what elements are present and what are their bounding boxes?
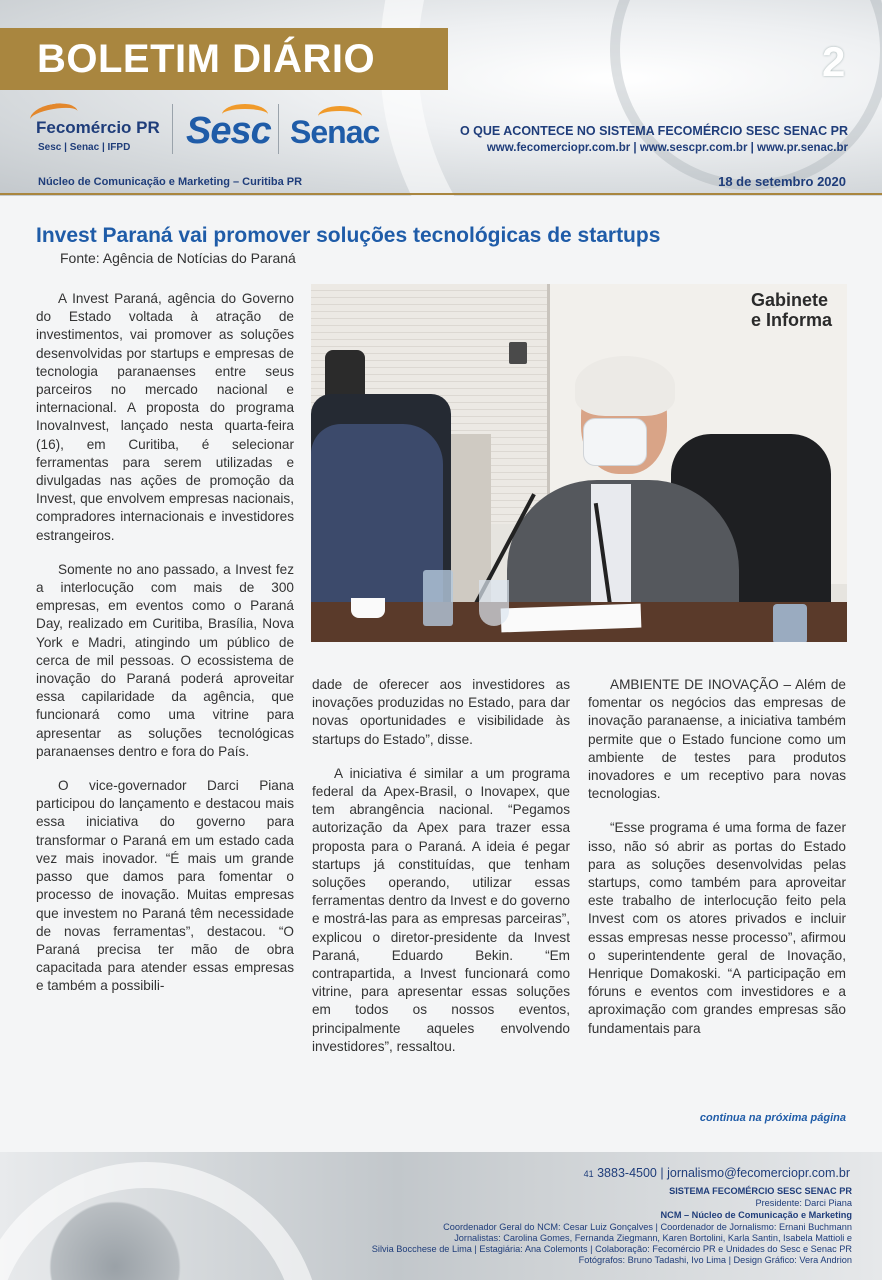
article-paragraph: O vice-governador Darci Piana participou do lançamento e destacou mais essa iniciativa do governo para transformar o Paraná em um estado cada vez mais inovador. “É mais um grande passo que damos para fomentar o processo de inovação. Muitas empresas que investem no Paraná têm necessidade de novas ferramentas”, destacou. “O Paraná precisa ter mão de obra capacitada para atender essas empresas e também a possibili- — [36, 778, 294, 994]
footer-photographers: Fotógrafos: Bruno Tadashi, Ivo Lima | Design Gráfico: Vera Andrion — [578, 1255, 852, 1265]
phone-area-code: 41 — [583, 1169, 594, 1179]
tagline: O QUE ACONTECE NO SISTEMA FECOMÉRCIO SESC SENAC PR — [459, 124, 848, 138]
article-paragraph: A Invest Paraná, agência do Governo do Estado voltada à atração de investimentos, vai promover as soluções desenvolvidas por startups e empresas de tecnologia paranaenses entre seus parceiros no mercado nacional e internacional. A proposta do programa InovaInvest, lançado nesta quarta-feira (16), em Curitiba, é selecionar ferramentas para serem utilizadas e divulgadas nas ações de promoção da Invest, que envolvem empresas nacionais, compradores internacionais e investidores estrangeiros. — [36, 291, 294, 543]
article-paragraph: Somente no ano passado, a Invest fez a interlocução com mais de 300 empresas, em eventos como o Paraná Day, realizado em Curitiba, Brasília, Nova York e Madri, atingindo um público de cerca de mil pessoas. O ecossistema de inovação do Paraná poderá aproveitar essa capilaridade da agência, que funcionará como uma vitrine para apresentar as soluções tecnológicas paranaenses dentro e fora do País. — [36, 561, 294, 759]
photo-watermark: Gabinete e Informa — [751, 290, 833, 330]
article-paragraph: AMBIENTE DE INOVAÇÃO – Além de fomentar os negócios das empresas de inovação paranaense, a iniciativa também permite que o Estado funcione como um ambiente de testes para produtos inovadores e um receptivo para novas tecnologias. — [588, 677, 846, 802]
footer-ncm: NCM – Núcleo de Comunicação e Marketing — [660, 1210, 852, 1220]
phone-number[interactable]: 3883-4500 — [597, 1166, 657, 1180]
issue-date: 18 de setembro 2020 — [718, 174, 846, 189]
fecomercio-logo-subtext: Sesc | Senac | IFPD — [38, 142, 131, 153]
article-paragraph: “Esse programa é uma forma de fazer isso, não só abrir as portas do Estado para as soluções desenvolvidas pelas startups, como também para aproveitar este trabalho de interlocução feito pela Invest com os atores privados e incluir essas empresas nesse processo”, afirmou o superintendente geral de Inovação, Henrique Domakoski. “A participação em fóruns e eventos com investidores e a aproximação com grandes empresas são fundamentais para — [588, 820, 846, 1036]
logo-divider — [172, 104, 173, 154]
senac-logo-text: Senac — [290, 114, 380, 150]
fecomercio-logo[interactable] — [28, 104, 168, 156]
email-link[interactable]: jornalismo@fecomerciopr.com.br — [667, 1166, 850, 1180]
footer-president: Presidente: Darci Piana — [755, 1198, 852, 1208]
department-label: Núcleo de Comunicação e Marketing – Curitiba PR — [38, 176, 303, 188]
article-column-2 — [312, 676, 570, 1072]
photo-glass — [479, 580, 509, 626]
footer-journalists-cont: Silvia Bocchese de Lima | Estagiária: Ana Colemonts | Colaboração: Fecomércio PR e Unidades do Sesc e Senac PR — [371, 1244, 852, 1254]
article-paragraph: A iniciativa é similar a um programa federal da Apex-Brasil, o Inovapex, que tem abrangência nacional. “Pegamos autorização da Apex para trazer essa proposta para o Paraná. A ideia é pegar startups já constituídas, que tenham soluções operando, utilizar essas ferramentas dentro da Invest e do governo e mostrá-las para as empresas parceiras”, explicou o diretor-presidente da Invest Paraná, Eduardo Bekin. “Em contrapartida, a Invest funcionará como vitrine, para apresentar essas soluções em todos os nossos eventos, principalmente aqueles envolvendo investidores”, ressaltou. — [312, 765, 570, 1054]
title-bar — [0, 28, 448, 90]
footer-journalists: Jornalistas: Carolina Gomes, Fernanda Ziegmann, Karen Bortolini, Karla Santin, Isabela Mattioli e — [454, 1233, 852, 1243]
page-number: 2 — [822, 38, 846, 85]
photo-paper — [501, 604, 642, 633]
logo-divider — [278, 104, 279, 154]
website-links[interactable]: www.fecomerciopr.com.br | www.sescpr.com.br | www.pr.senac.br — [486, 142, 848, 154]
fecomercio-logo-text: Fecomércio PR — [36, 118, 160, 137]
article-headline: Invest Paraná vai promover soluções tecnológicas de startups — [36, 224, 661, 247]
senac-swoosh-icon — [318, 106, 362, 127]
footer-coordinators: Coordenador Geral do NCM: Cesar Luiz Gonçalves | Coordenador de Jornalismo: Ernani Buchmann — [443, 1222, 852, 1232]
article-column-3 — [588, 676, 846, 1038]
photo-bottle — [773, 604, 807, 642]
newsletter-title: BOLETIM DIÁRIO — [37, 37, 376, 81]
senac-logo[interactable] — [290, 114, 379, 151]
photo-speaker-hair — [575, 356, 675, 416]
article-photo — [311, 284, 847, 642]
footer-org: SISTEMA FECOMÉRCIO SESC SENAC PR — [669, 1186, 852, 1196]
continued-next-page[interactable]: continua na próxima página — [699, 1112, 846, 1124]
photo-cup — [351, 598, 385, 618]
photo-switch — [509, 342, 527, 364]
article-paragraph: dade de oferecer aos investidores as inovações produzidas no Estado, para dar novas oportunidades e visibilidade às startups do Estado”, disse. — [312, 677, 570, 747]
header-divider — [0, 193, 882, 195]
photo-glass — [423, 570, 453, 626]
article-column-1 — [36, 290, 294, 1012]
contact-separator: | — [660, 1166, 668, 1180]
masthead — [0, 0, 882, 196]
footer — [0, 1152, 882, 1280]
footer-contact — [584, 1166, 850, 1180]
sesc-swoosh-icon — [222, 104, 268, 125]
photo-speaker-mask — [583, 418, 647, 466]
article-source: Fonte: Agência de Notícias do Paraná — [60, 250, 296, 266]
sesc-logo[interactable] — [186, 110, 271, 153]
sesc-logo-text: Sesc — [186, 110, 271, 152]
